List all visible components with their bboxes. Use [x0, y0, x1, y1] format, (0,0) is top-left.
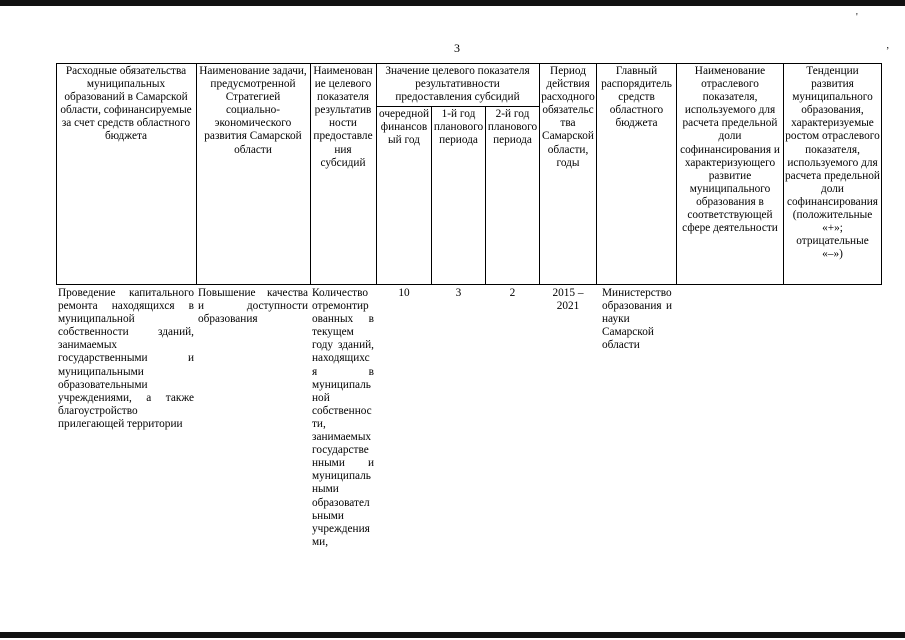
scan-mark: '	[856, 12, 858, 23]
row-expenditure-obligation: Проведение капитального ремонта находящихся в муниципальной собственности зданий, занимаемых государственными и муниципальными образовательными учреждениями, а также благоустройство прилегающей территории	[58, 287, 194, 430]
header-plan-year-1: 1-й год планового периода	[433, 108, 484, 147]
header-development-trends: Тенденции развития муниципального образования, характеризуемые ростом отраслевого показателя, используемого для расчета предельной доли софинансирования (положительные «+»; отрицательные «–»)	[785, 65, 880, 261]
top-border-bar	[0, 0, 905, 6]
header-plan-year-2: 2-й год планового периода	[487, 108, 538, 147]
header-indicator-value-group: Значение целевого показателя результативности предоставления субсидий	[385, 65, 530, 104]
row-value-plan-year-2: 2	[509, 287, 516, 299]
bottom-border-bar	[0, 632, 905, 638]
row-period: 2015 – 2021	[552, 287, 584, 313]
header-period: Период действия расходного обязательства Самарской области, годы	[541, 65, 595, 169]
row-chief-administrator: Министерство образования и науки Самарской области	[602, 287, 672, 352]
row-value-next-year: 10	[398, 287, 410, 299]
header-next-fiscal-year: очередной финансовый год	[378, 108, 430, 147]
row-value-plan-year-1: 3	[455, 287, 462, 299]
header-chief-administrator: Главный распорядитель средств областного бюджета	[601, 65, 672, 130]
row-task-name: Повышение качества и доступности образования	[198, 287, 308, 326]
header-indicator-name: Наименование целевого показателя результативности предоставления субсидий	[313, 65, 373, 169]
header-expenditure-obligations: Расходные обязательства муниципальных образований в Самарской области, софинансируемые за счет средств областного бюджета	[60, 65, 192, 143]
page-number: 3	[454, 41, 460, 55]
header-sector-indicator: Наименование отраслевого показателя, используемого для расчета предельной доли софинансирования и характеризующего развитие муниципального образования в соответствующей сфере деятельности	[680, 65, 780, 235]
row-indicator-name: Количество отремонтированных в текущем году зданий, находящихся в муниципальной собственности, занимаемых государственными и муниципальными образовательными учреждениями,	[312, 287, 374, 548]
header-task-name: Наименование задачи, предусмотренной Стратегией социально-экономического развития Самарской области	[199, 65, 307, 156]
scan-mark: ‚	[886, 40, 890, 51]
